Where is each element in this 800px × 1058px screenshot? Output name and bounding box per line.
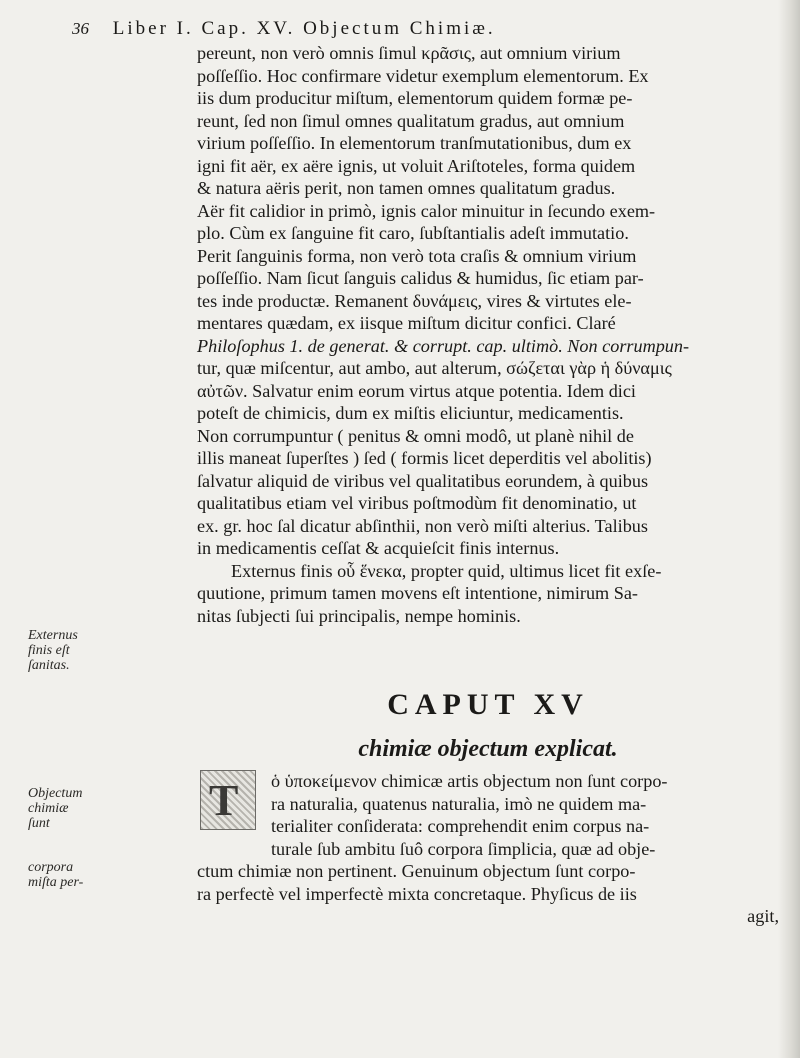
text-line: turale ſub ambitu ſuô corpora ſimplicia, quæ ad obje- (271, 838, 656, 859)
marginal-line: ſunt (28, 816, 50, 831)
marginal-note-objectum (28, 786, 94, 831)
text-line: pereunt, non verò omnis ſimul κρᾶσις, aut omnium virium (197, 43, 621, 63)
text-line: Perit ſanguinis forma, non verò tota craſis & omnium virium (197, 245, 637, 266)
chapter-subtitle: chimiæ objectum explicat. (358, 736, 618, 762)
page-number: 36 (72, 19, 89, 38)
text-line: poſſeſſio. Hoc confirmare videtur exemplum elementorum. Ex (197, 65, 649, 86)
text-line: Philoſophus 1. de generat. & corrupt. cap. ultimò. Non corrumpun- (197, 335, 690, 356)
running-title: Liber I. Cap. XV. Objectum Chimiæ. (112, 18, 496, 39)
text-line: ctum chimiæ non pertinent. Genuinum objectum ſunt corpo- (197, 861, 636, 881)
text-line: illis maneat ſuperſtes ) ſed ( formis licet deperditis vel abolitis) (197, 448, 652, 468)
text-line: igni fit aër, ex aëre ignis, ut voluit Ariſtoteles, forma quidem (197, 155, 636, 176)
text-line: iis dum producitur miſtum, elementorum quidem formæ pe- (197, 88, 633, 108)
text-line: in medicamentis ceſſat & acquieſcit finis internus. (197, 538, 560, 558)
text-line: poſſeſſio. Nam ſicut ſanguis calidus & humidus, ſic etiam par- (197, 268, 644, 288)
text-line: poteſt de chimicis, dum ex miſtis eliciuntur, medicamentis. (197, 403, 624, 423)
marginal-line: finis eſt (28, 643, 70, 658)
text-line: agit, (747, 906, 779, 926)
page-edge (778, 0, 800, 1058)
text-line: ra perfectè vel imperfectè mixta concretaque. Phyſicus de iis (197, 883, 637, 904)
text-line: Externus finis οὗ ἕνεκα, propter quid, ultimus licet fit exſe- (231, 560, 662, 581)
text-line: tes inde productæ. Remanent δυνάμεις, vires & virtutes ele- (197, 290, 632, 311)
text-line: qualitatibus etiam vel viribus poſtmodùm fit denominatio, ut (197, 493, 637, 513)
text-line: ὁ ὑποκείμενον chimicæ artis objectum non ſunt corpo- (271, 771, 668, 791)
marginal-line: corpora (28, 860, 74, 875)
chapter-title: CAPUT XV (387, 688, 589, 721)
marginal-note-externus (28, 628, 94, 673)
text-line: terialiter conſiderata: comprehendit enim corpus na- (271, 816, 650, 836)
text-line: αὐτῶν. Salvatur enim eorum virtus atque potentia. Idem dici (197, 380, 636, 401)
running-header (72, 18, 712, 42)
text-line: ex. gr. hoc ſal dicatur abſinthii, non verò miſti alterius. Talibus (197, 515, 648, 536)
text-line: & natura aëris perit, non tamen omnes qualitatum gradus. (197, 178, 616, 198)
text-line: mentares quædam, ex iisque miſtum dicitur confici. Claré (197, 313, 616, 333)
marginal-note-corpora (28, 860, 94, 890)
text-line: Aër fit calidior in primò, ignis calor minuitur in ſecundo exem- (197, 200, 656, 221)
text-line: virium poſſeſſio. In elementorum tranſmutationibus, dum ex (197, 133, 632, 153)
text-line: plo. Cùm ex ſanguine fit caro, ſubſtantialis adeſt immutatio. (197, 223, 629, 243)
chapter-paragraph (197, 770, 779, 928)
marginal-line: chimiæ (28, 801, 69, 816)
text-line: ſalvatur aliquid de viribus vel qualitatibus eorundem, à quibus (197, 470, 649, 491)
marginal-line: Objectum (28, 786, 83, 801)
text-line: tur, quæ miſcentur, aut ambo, aut alterum, σώζεται γὰρ ἡ δύναμις (197, 358, 672, 378)
text-line: ra naturalia, quatenus naturalia, imò ne quidem ma- (271, 793, 647, 814)
marginal-line: miſta per- (28, 875, 84, 890)
text-line: reunt, ſed non ſimul omnes qualitatum gradus, aut omnium (197, 110, 625, 131)
text-line: nitas ſubjecti ſui principalis, nempe hominis. (197, 605, 521, 626)
text-line: quutione, primum tamen movens eſt intentione, nimirum Sa- (197, 583, 638, 603)
marginal-line: Externus (28, 628, 78, 643)
text-line: Non corrumpuntur ( penitus & omni modô, ut planè nihil de (197, 425, 634, 446)
initial-letter: T (209, 776, 239, 825)
main-paragraph (197, 42, 779, 627)
marginal-line: ſanitas. (28, 658, 70, 673)
